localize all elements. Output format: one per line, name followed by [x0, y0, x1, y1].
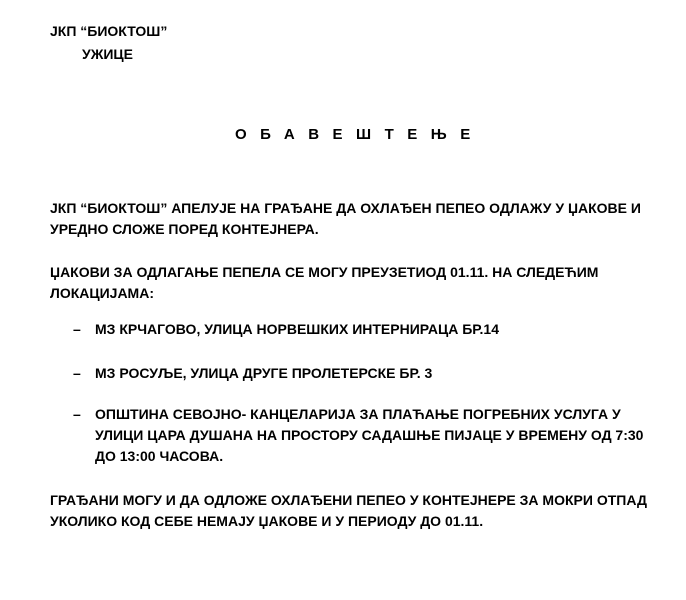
- locations-intro-paragraph: ЏАКОВИ ЗА ОДЛАГАЊЕ ПЕПЕЛА СЕ МОГУ ПРЕУЗЕТИОД 01.11. НА СЛЕДЕЋИМ ЛОКАЦИЈАМА:: [50, 264, 599, 301]
- location-text: МЗ РОСУЉЕ, УЛИЦА ДРУГЕ ПРОЛЕТЕРСКЕ БР. 3: [95, 365, 433, 381]
- appeal-paragraph: ЈКП “БИОКТОШ” АПЕЛУЈЕ НА ГРАЂАНЕ ДА ОХЛАЂЕН ПЕПЕО ОДЛАЖУ У ЏАКОВЕ И УРЕДНО СЛОЖЕ ПОРЕД КОНТЕЈНЕРА.: [50, 200, 641, 237]
- location-item: [73, 404, 663, 467]
- document-title: ОБАВЕШТЕЊЕ: [235, 126, 484, 143]
- location-item: [73, 363, 663, 384]
- list-dash: –: [73, 406, 81, 422]
- location-item: [73, 319, 663, 340]
- organization-city: УЖИЦЕ: [82, 46, 133, 62]
- list-dash: –: [73, 365, 81, 381]
- organization-name: ЈКП “БИОКТОШ”: [50, 23, 168, 39]
- closing-paragraph: ГРАЂАНИ МОГУ И ДА ОДЛОЖЕ ОХЛАЂЕНИ ПЕПЕО У КОНТЕЈНЕРЕ ЗА МОКРИ ОТПАД УКОЛИКО КОД СЕБЕ НЕМАЈУ ЏАКОВЕ И У ПЕРИОДУ ДО 01.11.: [50, 492, 647, 529]
- location-text: МЗ КРЧАГОВО, УЛИЦА НОРВЕШКИХ ИНТЕРНИРАЦА БР.14: [95, 321, 499, 337]
- list-dash: –: [73, 321, 81, 337]
- location-text: ОПШТИНА СЕВОЈНО- КАНЦЕЛАРИЈА ЗА ПЛАЋАЊЕ ПОГРЕБНИХ УСЛУГА У УЛИЦИ ЦАРА ДУШАНА НА ПРОСТОРУ САДАШЊЕ ПИЈАЦЕ У ВРЕМЕНУ ОД 7:30 ДО 13:00 ЧАСОВА.: [95, 406, 644, 464]
